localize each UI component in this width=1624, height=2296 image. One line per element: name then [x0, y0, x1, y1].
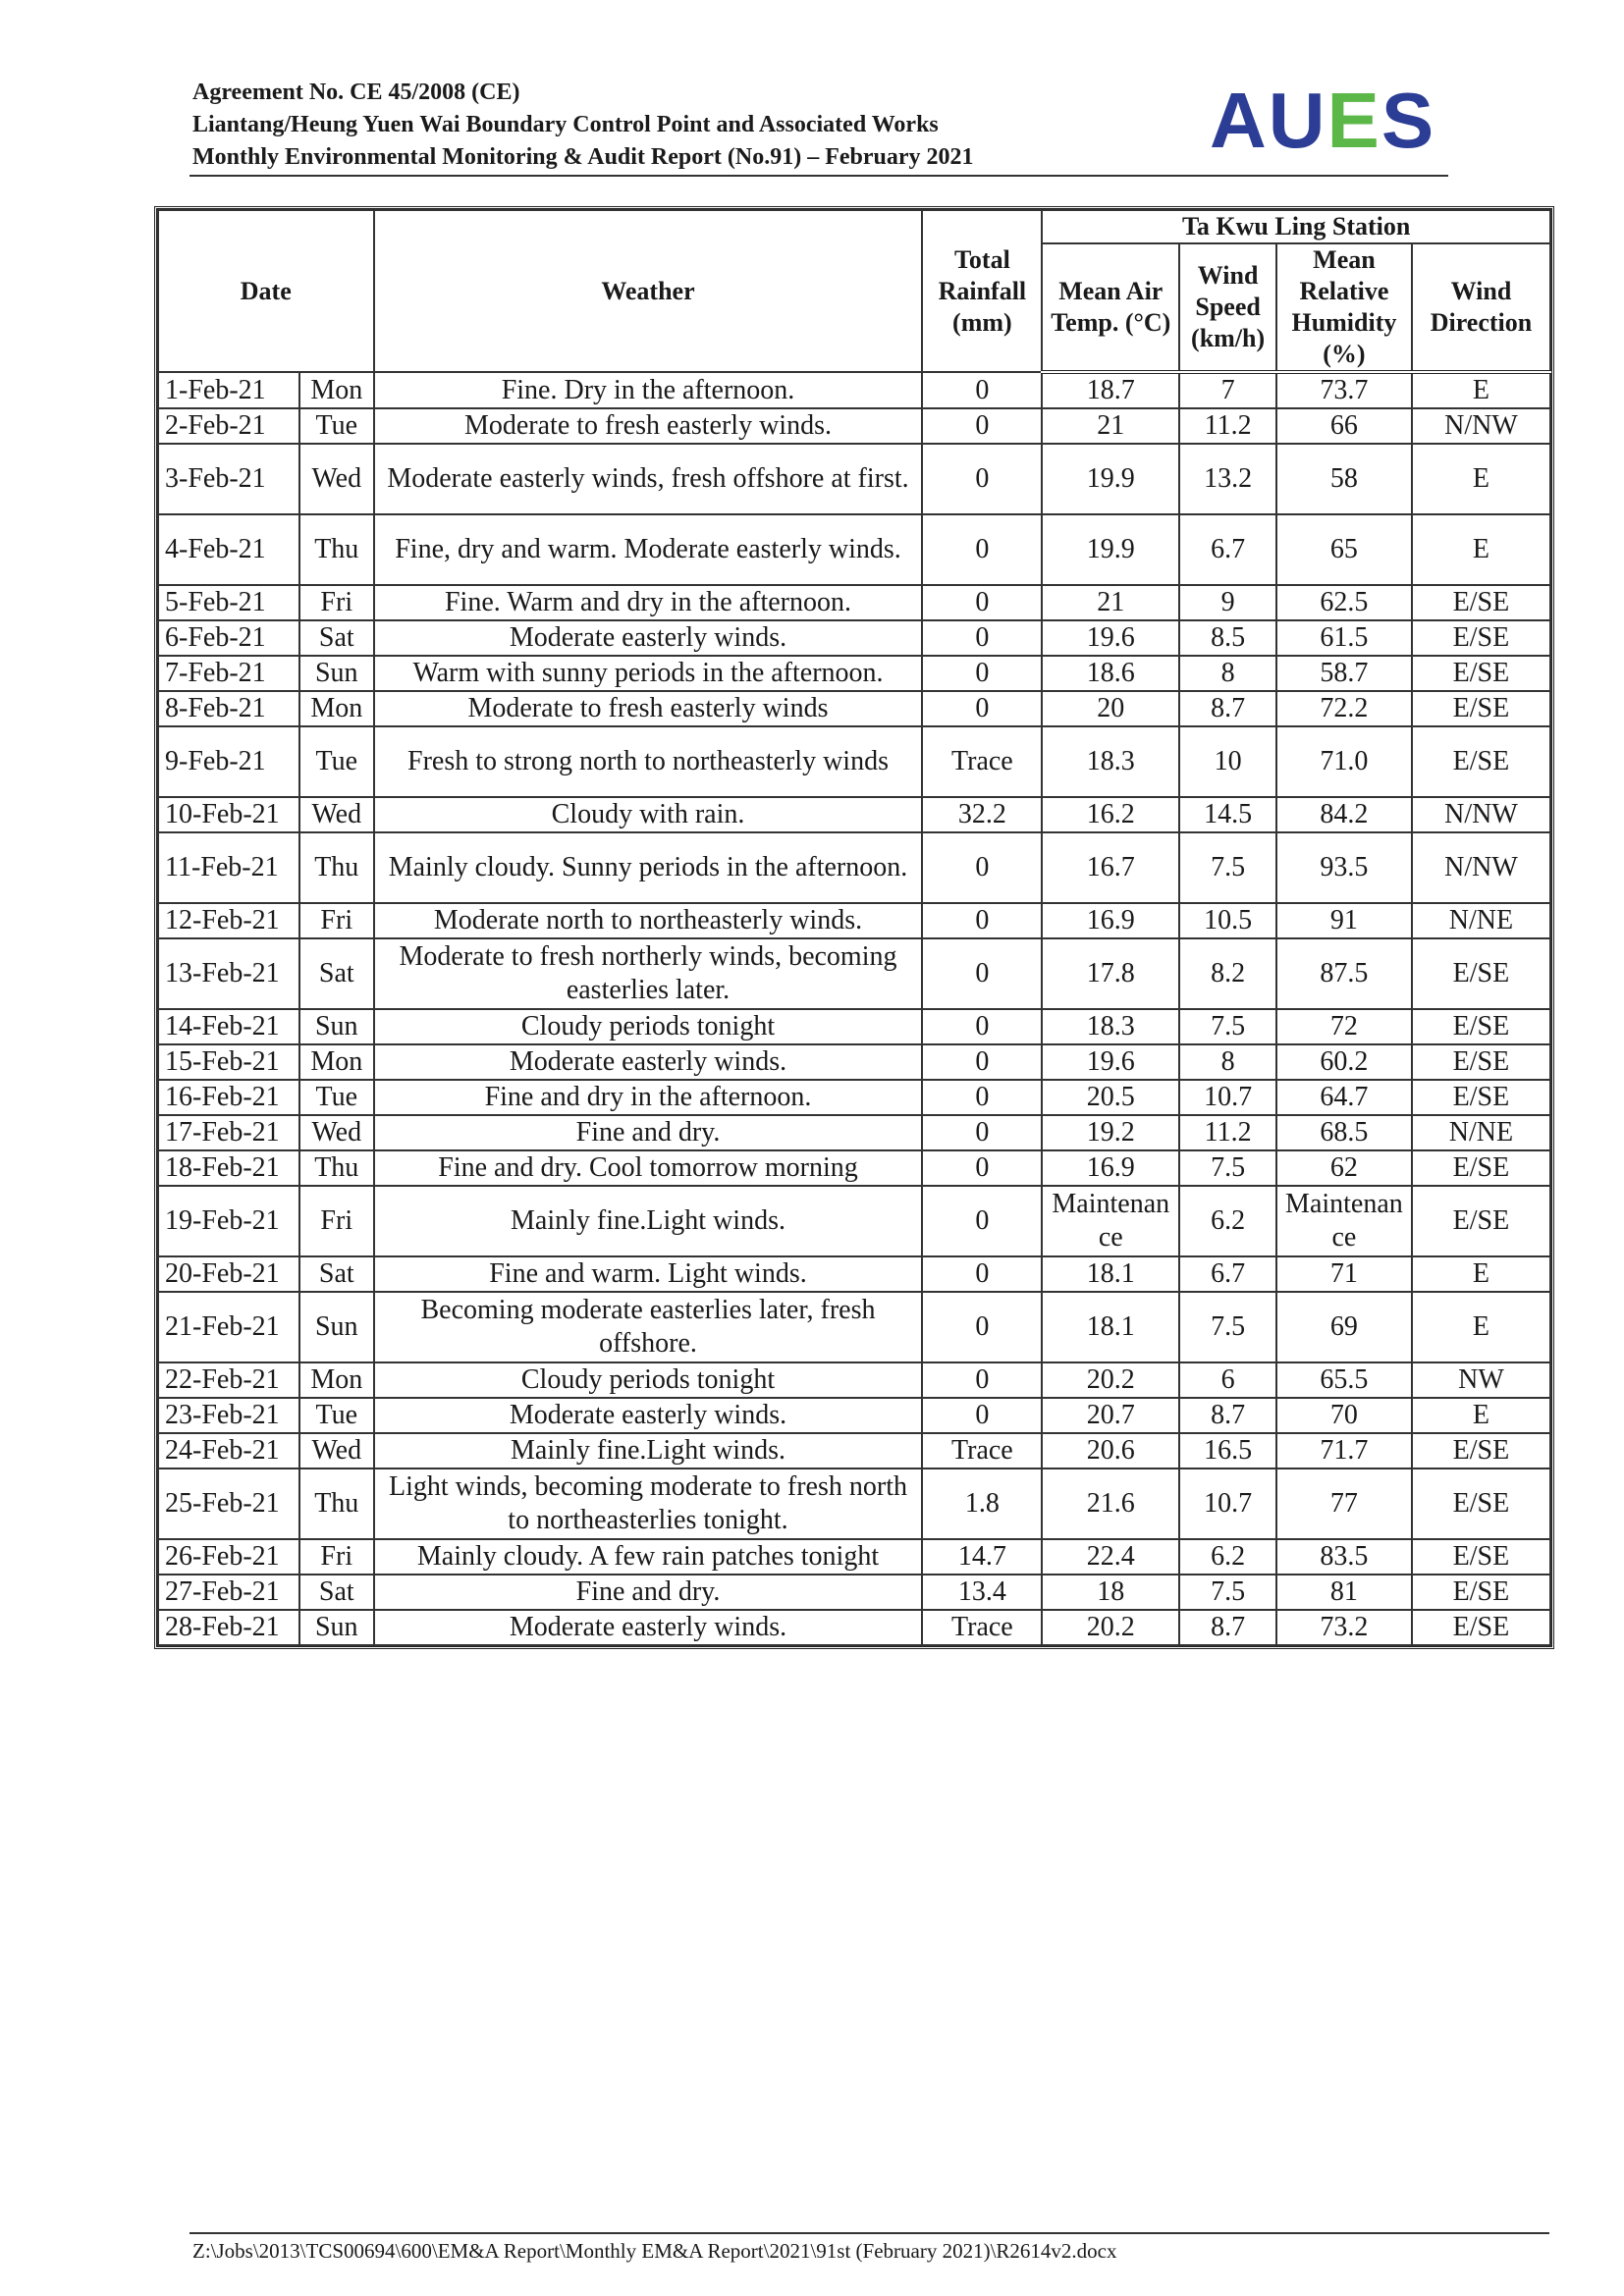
cell-temp: 16.2 — [1042, 797, 1179, 832]
table-row — [158, 1575, 1550, 1610]
cell-day: Sun — [299, 1009, 374, 1044]
cell-day: Sat — [299, 938, 374, 1009]
cell-temp: 21 — [1042, 585, 1179, 620]
cell-weather: Fine and warm. Light winds. — [374, 1256, 923, 1292]
cell-humidity: 69 — [1276, 1292, 1412, 1362]
cell-rainfall: 0 — [922, 691, 1042, 726]
cell-weather: Cloudy periods tonight — [374, 1362, 923, 1398]
cell-date: 10-Feb-21 — [158, 797, 299, 832]
cell-weather: Mainly cloudy. A few rain patches tonight — [374, 1539, 923, 1575]
cell-humidity: 62 — [1276, 1150, 1412, 1186]
table-row — [158, 372, 1550, 408]
cell-day: Tue — [299, 1080, 374, 1115]
cell-weather: Mainly fine.Light winds. — [374, 1433, 923, 1468]
table-row — [158, 797, 1550, 832]
cell-day: Thu — [299, 1150, 374, 1186]
cell-wind-speed: 6.7 — [1179, 514, 1276, 585]
cell-humidity: 65 — [1276, 514, 1412, 585]
cell-rainfall: 0 — [922, 585, 1042, 620]
cell-rainfall: 0 — [922, 1080, 1042, 1115]
table-row — [158, 1610, 1550, 1645]
cell-wind-direction: E/SE — [1412, 620, 1550, 656]
cell-temp: 19.2 — [1042, 1115, 1179, 1150]
cell-temp: 19.6 — [1042, 1044, 1179, 1080]
cell-wind-direction: E — [1412, 372, 1550, 408]
cell-humidity: 71.7 — [1276, 1433, 1412, 1468]
table-row — [158, 585, 1550, 620]
header-humidity: Mean Relative Humidity (%) — [1276, 243, 1412, 372]
cell-rainfall: 32.2 — [922, 797, 1042, 832]
cell-rainfall: Trace — [922, 1610, 1042, 1645]
cell-wind-speed: 8 — [1179, 1044, 1276, 1080]
footer-file-path: Z:\Jobs\2013\TCS00694\600\EM&A Report\Monthly EM&A Report\2021\91st (February 2021)\R2614v2.docx — [192, 2239, 1117, 2263]
logo-part-2: E — [1326, 77, 1381, 164]
table-row — [158, 938, 1550, 1009]
cell-date: 5-Feb-21 — [158, 585, 299, 620]
cell-wind-direction: E — [1412, 1292, 1550, 1362]
agreement-number: Agreement No. CE 45/2008 (CE) — [192, 80, 520, 105]
cell-wind-direction: E — [1412, 1398, 1550, 1433]
cell-wind-direction: E/SE — [1412, 1186, 1550, 1256]
cell-temp: Maintenance — [1042, 1186, 1179, 1256]
cell-temp: 18.3 — [1042, 726, 1179, 797]
cell-rainfall: 0 — [922, 938, 1042, 1009]
cell-wind-direction: E/SE — [1412, 585, 1550, 620]
cell-day: Fri — [299, 1186, 374, 1256]
cell-wind-direction: E/SE — [1412, 1009, 1550, 1044]
cell-wind-speed: 8.2 — [1179, 938, 1276, 1009]
cell-humidity: 66 — [1276, 408, 1412, 444]
cell-humidity: 71.0 — [1276, 726, 1412, 797]
cell-date: 20-Feb-21 — [158, 1256, 299, 1292]
cell-wind-direction: E/SE — [1412, 1610, 1550, 1645]
cell-rainfall: 1.8 — [922, 1468, 1042, 1539]
cell-wind-direction: E/SE — [1412, 1575, 1550, 1610]
table-row — [158, 656, 1550, 691]
cell-day: Wed — [299, 444, 374, 514]
cell-wind-direction: E/SE — [1412, 938, 1550, 1009]
cell-day: Wed — [299, 797, 374, 832]
table-row — [158, 444, 1550, 514]
cell-date: 14-Feb-21 — [158, 1009, 299, 1044]
cell-wind-speed: 8 — [1179, 656, 1276, 691]
cell-day: Tue — [299, 1398, 374, 1433]
cell-wind-direction: E/SE — [1412, 1433, 1550, 1468]
aues-logo — [1210, 77, 1435, 165]
cell-rainfall: 0 — [922, 1186, 1042, 1256]
cell-humidity: 87.5 — [1276, 938, 1412, 1009]
table-row — [158, 408, 1550, 444]
table-row — [158, 1115, 1550, 1150]
cell-rainfall: 0 — [922, 514, 1042, 585]
cell-date: 27-Feb-21 — [158, 1575, 299, 1610]
cell-day: Wed — [299, 1433, 374, 1468]
cell-weather: Fine. Warm and dry in the afternoon. — [374, 585, 923, 620]
cell-rainfall: 13.4 — [922, 1575, 1042, 1610]
cell-wind-direction: E/SE — [1412, 726, 1550, 797]
cell-temp: 18.3 — [1042, 1009, 1179, 1044]
cell-date: 17-Feb-21 — [158, 1115, 299, 1150]
cell-rainfall: 0 — [922, 1292, 1042, 1362]
table-row — [158, 1009, 1550, 1044]
cell-wind-direction: E — [1412, 444, 1550, 514]
cell-date: 25-Feb-21 — [158, 1468, 299, 1539]
cell-rainfall: 0 — [922, 408, 1042, 444]
cell-humidity: 68.5 — [1276, 1115, 1412, 1150]
cell-day: Fri — [299, 903, 374, 938]
cell-day: Wed — [299, 1115, 374, 1150]
cell-wind-speed: 6 — [1179, 1362, 1276, 1398]
logo-part-1: AU — [1210, 77, 1327, 164]
cell-temp: 16.9 — [1042, 1150, 1179, 1186]
cell-wind-direction: E/SE — [1412, 1044, 1550, 1080]
cell-date: 7-Feb-21 — [158, 656, 299, 691]
cell-temp: 16.7 — [1042, 832, 1179, 903]
table-row — [158, 903, 1550, 938]
cell-date: 6-Feb-21 — [158, 620, 299, 656]
cell-date: 24-Feb-21 — [158, 1433, 299, 1468]
cell-day: Mon — [299, 372, 374, 408]
cell-temp: 18.1 — [1042, 1256, 1179, 1292]
cell-weather: Moderate easterly winds. — [374, 1398, 923, 1433]
cell-wind-speed: 7.5 — [1179, 1292, 1276, 1362]
cell-wind-speed: 7 — [1179, 372, 1276, 408]
cell-temp: 19.9 — [1042, 514, 1179, 585]
cell-wind-speed: 16.5 — [1179, 1433, 1276, 1468]
cell-wind-direction: E — [1412, 1256, 1550, 1292]
cell-weather: Moderate easterly winds. — [374, 1044, 923, 1080]
cell-wind-speed: 8.7 — [1179, 691, 1276, 726]
cell-rainfall: 0 — [922, 444, 1042, 514]
header-divider — [189, 175, 1448, 177]
cell-wind-speed: 6.2 — [1179, 1186, 1276, 1256]
cell-weather: Fine, dry and warm. Moderate easterly winds. — [374, 514, 923, 585]
cell-temp: 20.6 — [1042, 1433, 1179, 1468]
cell-temp: 20 — [1042, 691, 1179, 726]
cell-weather: Mainly fine.Light winds. — [374, 1186, 923, 1256]
cell-wind-speed: 6.2 — [1179, 1539, 1276, 1575]
cell-humidity: 61.5 — [1276, 620, 1412, 656]
cell-temp: 20.2 — [1042, 1362, 1179, 1398]
cell-rainfall: 0 — [922, 1150, 1042, 1186]
table-row — [158, 1256, 1550, 1292]
cell-weather: Fine and dry. — [374, 1575, 923, 1610]
cell-wind-direction: N/NW — [1412, 408, 1550, 444]
cell-date: 16-Feb-21 — [158, 1080, 299, 1115]
cell-rainfall: Trace — [922, 726, 1042, 797]
cell-weather: Moderate easterly winds, fresh offshore at first. — [374, 444, 923, 514]
cell-day: Fri — [299, 1539, 374, 1575]
cell-rainfall: 0 — [922, 1044, 1042, 1080]
cell-date: 8-Feb-21 — [158, 691, 299, 726]
cell-day: Tue — [299, 408, 374, 444]
cell-rainfall: 0 — [922, 620, 1042, 656]
cell-day: Thu — [299, 1468, 374, 1539]
cell-humidity: 62.5 — [1276, 585, 1412, 620]
cell-wind-direction: E/SE — [1412, 1080, 1550, 1115]
cell-rainfall: 14.7 — [922, 1539, 1042, 1575]
cell-rainfall: 0 — [922, 1115, 1042, 1150]
cell-humidity: 73.7 — [1276, 372, 1412, 408]
cell-rainfall: Trace — [922, 1433, 1042, 1468]
cell-wind-speed: 7.5 — [1179, 1009, 1276, 1044]
cell-day: Fri — [299, 585, 374, 620]
logo-part-3: S — [1380, 77, 1436, 164]
cell-humidity: 93.5 — [1276, 832, 1412, 903]
cell-wind-direction: E/SE — [1412, 1468, 1550, 1539]
cell-humidity: 72 — [1276, 1009, 1412, 1044]
cell-rainfall: 0 — [922, 1398, 1042, 1433]
cell-temp: 21 — [1042, 408, 1179, 444]
table-row — [158, 1292, 1550, 1362]
header-wind-direction: Wind Direction — [1412, 243, 1550, 372]
cell-date: 13-Feb-21 — [158, 938, 299, 1009]
cell-temp: 20.2 — [1042, 1610, 1179, 1645]
cell-wind-speed: 10.7 — [1179, 1468, 1276, 1539]
weather-table — [157, 209, 1551, 1646]
cell-humidity: 70 — [1276, 1398, 1412, 1433]
cell-date: 12-Feb-21 — [158, 903, 299, 938]
cell-temp: 16.9 — [1042, 903, 1179, 938]
cell-weather: Moderate north to northeasterly winds. — [374, 903, 923, 938]
cell-weather: Warm with sunny periods in the afternoon. — [374, 656, 923, 691]
cell-humidity: 91 — [1276, 903, 1412, 938]
cell-weather: Fresh to strong north to northeasterly winds — [374, 726, 923, 797]
weather-table-frame — [154, 206, 1554, 1649]
footer-divider — [189, 2232, 1549, 2234]
cell-day: Sat — [299, 1256, 374, 1292]
cell-rainfall: 0 — [922, 656, 1042, 691]
cell-wind-speed: 6.7 — [1179, 1256, 1276, 1292]
header-station: Ta Kwu Ling Station — [1042, 210, 1550, 243]
cell-wind-direction: NW — [1412, 1362, 1550, 1398]
cell-rainfall: 0 — [922, 903, 1042, 938]
cell-humidity: 64.7 — [1276, 1080, 1412, 1115]
cell-wind-speed: 8.7 — [1179, 1610, 1276, 1645]
cell-wind-speed: 10.7 — [1179, 1080, 1276, 1115]
cell-temp: 19.6 — [1042, 620, 1179, 656]
cell-day: Sun — [299, 1292, 374, 1362]
cell-wind-direction: N/NW — [1412, 832, 1550, 903]
cell-temp: 20.7 — [1042, 1398, 1179, 1433]
cell-humidity: 84.2 — [1276, 797, 1412, 832]
cell-date: 1-Feb-21 — [158, 372, 299, 408]
cell-temp: 22.4 — [1042, 1539, 1179, 1575]
cell-humidity: 77 — [1276, 1468, 1412, 1539]
table-row — [158, 514, 1550, 585]
cell-wind-speed: 11.2 — [1179, 1115, 1276, 1150]
cell-humidity: 83.5 — [1276, 1539, 1412, 1575]
cell-temp: 18.6 — [1042, 656, 1179, 691]
cell-wind-direction: E/SE — [1412, 1150, 1550, 1186]
cell-date: 2-Feb-21 — [158, 408, 299, 444]
table-row — [158, 1150, 1550, 1186]
cell-humidity: 60.2 — [1276, 1044, 1412, 1080]
table-row — [158, 726, 1550, 797]
cell-wind-speed: 10 — [1179, 726, 1276, 797]
cell-temp: 18 — [1042, 1575, 1179, 1610]
table-row — [158, 1080, 1550, 1115]
cell-humidity: 58 — [1276, 444, 1412, 514]
cell-weather: Moderate to fresh easterly winds. — [374, 408, 923, 444]
cell-date: 26-Feb-21 — [158, 1539, 299, 1575]
cell-wind-direction: N/NE — [1412, 1115, 1550, 1150]
cell-date: 18-Feb-21 — [158, 1150, 299, 1186]
cell-wind-speed: 11.2 — [1179, 408, 1276, 444]
table-row — [158, 691, 1550, 726]
cell-humidity: 81 — [1276, 1575, 1412, 1610]
cell-wind-speed: 7.5 — [1179, 1150, 1276, 1186]
cell-wind-direction: E/SE — [1412, 691, 1550, 726]
cell-weather: Mainly cloudy. Sunny periods in the afternoon. — [374, 832, 923, 903]
cell-weather: Cloudy with rain. — [374, 797, 923, 832]
cell-wind-speed: 9 — [1179, 585, 1276, 620]
cell-temp: 19.9 — [1042, 444, 1179, 514]
cell-weather: Light winds, becoming moderate to fresh north to northeasterlies tonight. — [374, 1468, 923, 1539]
header-temp: Mean Air Temp. (°C) — [1042, 243, 1179, 372]
cell-humidity: Maintenance — [1276, 1186, 1412, 1256]
cell-weather: Becoming moderate easterlies later, fresh offshore. — [374, 1292, 923, 1362]
cell-humidity: 72.2 — [1276, 691, 1412, 726]
cell-date: 22-Feb-21 — [158, 1362, 299, 1398]
table-row — [158, 1362, 1550, 1398]
header-weather: Weather — [374, 210, 923, 372]
cell-date: 19-Feb-21 — [158, 1186, 299, 1256]
cell-date: 9-Feb-21 — [158, 726, 299, 797]
table-row — [158, 832, 1550, 903]
cell-wind-speed: 7.5 — [1179, 1575, 1276, 1610]
cell-weather: Moderate to fresh northerly winds, becoming easterlies later. — [374, 938, 923, 1009]
cell-wind-speed: 10.5 — [1179, 903, 1276, 938]
cell-wind-speed: 8.7 — [1179, 1398, 1276, 1433]
table-row — [158, 1468, 1550, 1539]
cell-wind-direction: N/NE — [1412, 903, 1550, 938]
cell-temp: 18.7 — [1042, 372, 1179, 408]
cell-weather: Moderate easterly winds. — [374, 1610, 923, 1645]
cell-humidity: 65.5 — [1276, 1362, 1412, 1398]
cell-weather: Moderate easterly winds. — [374, 620, 923, 656]
cell-weather: Fine and dry. — [374, 1115, 923, 1150]
cell-day: Sun — [299, 1610, 374, 1645]
table-row — [158, 1044, 1550, 1080]
cell-temp: 18.1 — [1042, 1292, 1179, 1362]
cell-temp: 21.6 — [1042, 1468, 1179, 1539]
cell-rainfall: 0 — [922, 832, 1042, 903]
cell-wind-direction: E/SE — [1412, 1539, 1550, 1575]
header-rainfall: Total Rainfall (mm) — [922, 210, 1042, 372]
table-row — [158, 620, 1550, 656]
cell-day: Sat — [299, 620, 374, 656]
cell-day: Mon — [299, 1362, 374, 1398]
cell-weather: Moderate to fresh easterly winds — [374, 691, 923, 726]
cell-date: 11-Feb-21 — [158, 832, 299, 903]
table-row — [158, 1433, 1550, 1468]
cell-humidity: 73.2 — [1276, 1610, 1412, 1645]
cell-temp: 17.8 — [1042, 938, 1179, 1009]
cell-weather: Cloudy periods tonight — [374, 1009, 923, 1044]
cell-weather: Fine and dry in the afternoon. — [374, 1080, 923, 1115]
cell-day: Thu — [299, 832, 374, 903]
cell-rainfall: 0 — [922, 1256, 1042, 1292]
cell-day: Thu — [299, 514, 374, 585]
cell-day: Sun — [299, 656, 374, 691]
cell-rainfall: 0 — [922, 1009, 1042, 1044]
header-wind-speed: Wind Speed (km/h) — [1179, 243, 1276, 372]
cell-day: Mon — [299, 691, 374, 726]
cell-date: 28-Feb-21 — [158, 1610, 299, 1645]
cell-date: 4-Feb-21 — [158, 514, 299, 585]
cell-wind-speed: 14.5 — [1179, 797, 1276, 832]
cell-date: 15-Feb-21 — [158, 1044, 299, 1080]
table-row — [158, 1539, 1550, 1575]
cell-wind-direction: E/SE — [1412, 656, 1550, 691]
cell-wind-speed: 13.2 — [1179, 444, 1276, 514]
cell-wind-speed: 7.5 — [1179, 832, 1276, 903]
table-header — [158, 210, 1550, 372]
header-date: Date — [158, 210, 374, 372]
cell-date: 3-Feb-21 — [158, 444, 299, 514]
cell-day: Tue — [299, 726, 374, 797]
cell-wind-direction: E — [1412, 514, 1550, 585]
cell-wind-speed: 8.5 — [1179, 620, 1276, 656]
cell-day: Mon — [299, 1044, 374, 1080]
cell-humidity: 58.7 — [1276, 656, 1412, 691]
cell-date: 21-Feb-21 — [158, 1292, 299, 1362]
cell-rainfall: 0 — [922, 372, 1042, 408]
cell-wind-direction: N/NW — [1412, 797, 1550, 832]
table-body — [158, 372, 1550, 1645]
report-title: Monthly Environmental Monitoring & Audit Report (No.91) – February 2021 — [192, 144, 974, 170]
cell-humidity: 71 — [1276, 1256, 1412, 1292]
cell-weather: Fine and dry. Cool tomorrow morning — [374, 1150, 923, 1186]
cell-day: Sat — [299, 1575, 374, 1610]
cell-weather: Fine. Dry in the afternoon. — [374, 372, 923, 408]
table-row — [158, 1398, 1550, 1433]
cell-rainfall: 0 — [922, 1362, 1042, 1398]
project-title: Liantang/Heung Yuen Wai Boundary Control Point and Associated Works — [192, 112, 939, 137]
table-row — [158, 1186, 1550, 1256]
cell-temp: 20.5 — [1042, 1080, 1179, 1115]
cell-date: 23-Feb-21 — [158, 1398, 299, 1433]
